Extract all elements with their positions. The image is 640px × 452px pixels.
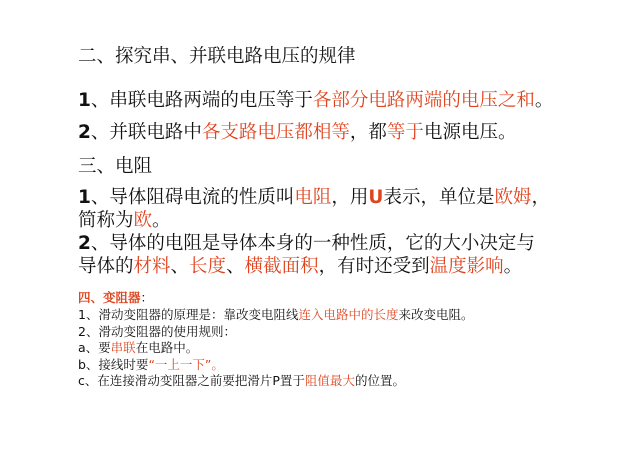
text-segment: 1、滑动变阻器的原理是：靠改变电阻线 (78, 307, 299, 322)
section3-line2-cont (78, 255, 522, 279)
text-segment: ， (531, 187, 550, 208)
text-segment: 、并联电路中 (90, 122, 202, 143)
section3-heading (78, 155, 152, 179)
section4-heading (78, 289, 153, 306)
item-number: 1 (78, 187, 91, 208)
section4-heading-text: 四、变阻器 (78, 290, 141, 305)
text-segment: ： (140, 290, 154, 305)
item-number: 1 (78, 90, 91, 111)
highlight-text: 等于 (386, 122, 424, 143)
text-segment: 电源电压。 (423, 122, 517, 143)
section4-line1 (78, 306, 474, 323)
text-segment: c、在连接滑动变阻器之前要把滑片P置于 (78, 373, 305, 388)
item-number: 2 (78, 122, 91, 143)
section3-heading-text: 三、电阻 (78, 156, 153, 177)
text-segment: 。 (503, 256, 523, 277)
highlight-text: 串联 (110, 340, 136, 355)
text-segment: 、串联电路两端的电压等于 (90, 90, 313, 111)
highlight-text: 长度 (189, 256, 227, 277)
section2-line2 (78, 121, 516, 145)
section2-heading-text: 二、探究串、并联电路电压的规律 (78, 46, 356, 67)
text-segment: ，有时还受到 (318, 256, 430, 277)
section3-line1 (78, 186, 550, 210)
highlight-text: 电阻 (294, 187, 332, 208)
highlight-text: 温度影响 (429, 256, 504, 277)
text-segment: 来改变电阻。 (398, 307, 474, 322)
text-segment: 、 (170, 256, 190, 277)
highlight-text: 横截面积 (244, 256, 319, 277)
text-segment: 。 (534, 90, 554, 111)
text-segment: 、导体的电阻是导体本身的一种性质，它的大小决定与 (90, 233, 535, 254)
highlight-text: 材料 (133, 256, 171, 277)
text-segment: 。 (152, 210, 171, 231)
highlight-text: 欧 (133, 210, 153, 231)
text-segment: 导体的 (78, 256, 134, 277)
highlight-text: 各支路电压都相等 (201, 122, 350, 143)
section4-line2 (78, 323, 236, 340)
text-segment: 简称为 (78, 210, 134, 231)
text-segment: 表示，单位是 (383, 187, 495, 208)
text-segment: 、导体阻碍电流的性质叫 (90, 187, 295, 208)
highlight-text: “一上一下”。 (148, 357, 224, 372)
text-segment: 的位置。 (354, 373, 405, 388)
highlight-text: U (368, 187, 384, 208)
text-segment: ，用 (331, 187, 369, 208)
highlight-text: 连入电路中的长度 (298, 307, 399, 322)
text-segment: 2、滑动变阻器的使用规则： (78, 324, 236, 339)
text-segment: ，都 (349, 122, 387, 143)
section2-line1 (78, 89, 553, 113)
text-segment: b、接线时要 (78, 357, 149, 372)
section4-line4 (78, 356, 224, 373)
text-segment: a、要 (78, 340, 111, 355)
section2-heading (78, 45, 356, 69)
section4-line3 (78, 339, 198, 356)
section4-line5 (78, 372, 405, 389)
highlight-text: 欧姆 (494, 187, 532, 208)
section3-line2 (78, 232, 535, 256)
highlight-text: 阻值最大 (304, 373, 355, 388)
item-number: 2 (78, 233, 91, 254)
section3-line1-cont (78, 209, 171, 233)
highlight-text: 各部分电路两端的电压之和 (312, 90, 535, 111)
text-segment: 、 (226, 256, 245, 277)
text-segment: 在电路中。 (135, 340, 199, 355)
